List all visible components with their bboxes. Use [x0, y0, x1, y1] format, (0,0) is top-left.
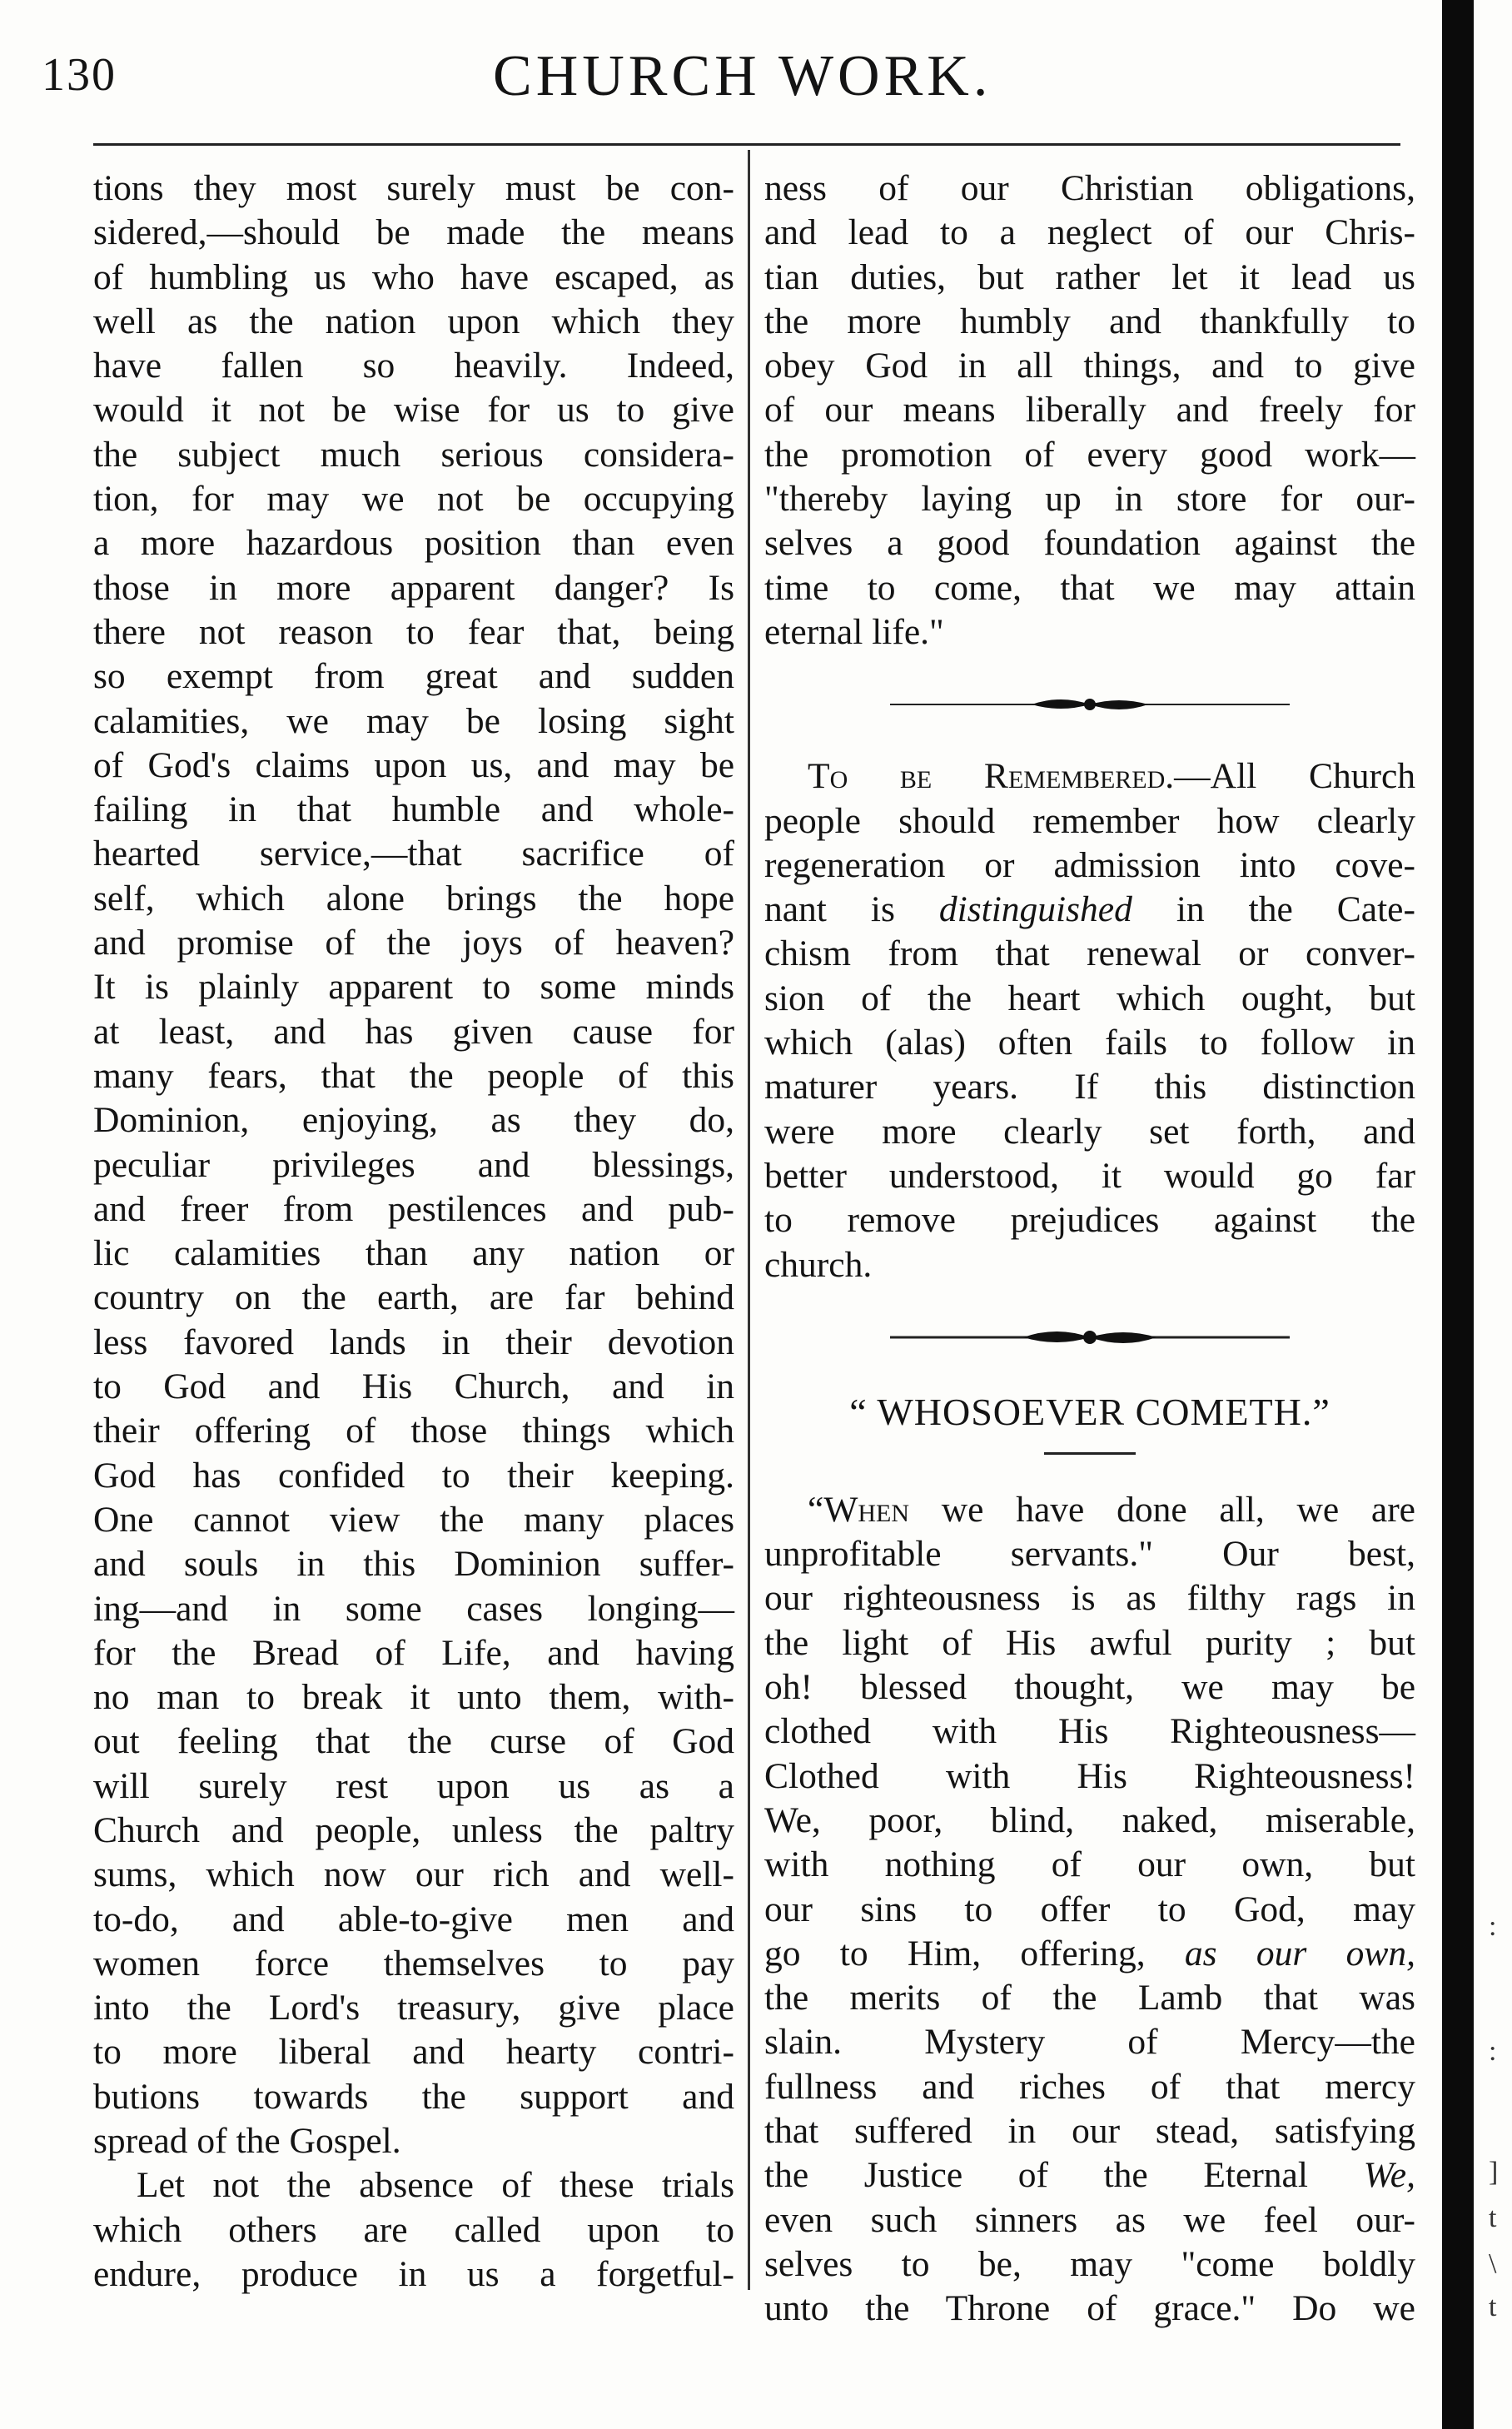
page-header — [0, 0, 1512, 133]
text-line: "thereby laying up in store for our- — [764, 479, 1415, 520]
text-line: and promise of the joys of heaven? — [93, 923, 734, 963]
text-line: peculiar privileges and blessings, — [93, 1144, 734, 1185]
text-line: our sins to offer to God, may — [764, 1889, 1415, 1929]
text-line: ness of our Christian obligations, — [764, 168, 1415, 208]
ornament-icon — [882, 688, 1298, 721]
heading-rule — [1044, 1452, 1136, 1455]
text-line: of our means liberally and freely for — [764, 390, 1415, 431]
edge-fragment: t — [1489, 2203, 1497, 2233]
text-line: sidered,—should be made the means — [93, 212, 734, 253]
text-line: those in more apparent danger? Is — [93, 567, 734, 608]
text-line: “When we have done all, we are — [808, 1489, 1415, 1530]
column-divider — [748, 150, 750, 2290]
left-paragraph-2 — [93, 2163, 734, 2297]
text-line: and freer from pestilences and pub- — [93, 1188, 734, 1229]
text-line: with nothing of our own, but — [764, 1844, 1415, 1885]
text-line: better understood, it would go far — [764, 1155, 1415, 1196]
text-line: It is plainly apparent to some minds — [93, 967, 734, 1008]
text-line: God has confided to their keeping. — [93, 1455, 734, 1496]
right-continuation-paragraph — [764, 167, 1415, 655]
text-line: were more clearly set forth, and — [764, 1111, 1415, 1152]
text-line: to more liberal and hearty contri- — [93, 2032, 734, 2073]
to-be-remembered-paragraph — [764, 754, 1415, 1287]
text-line: nant is distinguished in the Cate- — [764, 889, 1415, 930]
edge-fragment: t — [1489, 2292, 1497, 2322]
text-line: tions they most surely must be con- — [93, 168, 734, 208]
text-line: chism from that renewal or conver- — [764, 933, 1415, 974]
text-line: go to Him, offering, as our own, — [764, 1933, 1415, 1974]
text-line: spread of the Gospel. — [93, 2121, 401, 2162]
text-line: well as the nation upon which they — [93, 301, 734, 341]
text-line: selves to be, may "come boldly — [764, 2243, 1415, 2284]
text-line: the subject much serious considera- — [93, 434, 734, 475]
text-line: lic calamities than any nation or — [93, 1233, 734, 1274]
text-line: the merits of the Lamb that was — [764, 1978, 1415, 2018]
text-line: their offering of those things which — [93, 1411, 734, 1451]
text-line: even such sinners as we feel our- — [764, 2199, 1415, 2240]
text-line: our righteousness is as filthy rags in — [764, 1578, 1415, 1619]
text-line: regeneration or admission into cove- — [764, 844, 1415, 885]
text-line: time to come, that we may attain — [764, 567, 1415, 608]
left-paragraph-1 — [93, 167, 734, 2163]
page-number: 130 — [42, 49, 117, 101]
ornament-icon — [882, 1321, 1298, 1354]
text-line: self, which alone brings the hope — [93, 878, 734, 918]
text-line: maturer years. If this distinction — [764, 1067, 1415, 1107]
edge-fragment: : — [1489, 2036, 1497, 2067]
text-line: out feeling that the curse of God — [93, 1721, 734, 1762]
text-line: Clothed with His Righteousness! — [764, 1755, 1415, 1796]
text-line: to-do, and able-to-give men and — [93, 1899, 734, 1939]
text-line: into the Lord's treasury, give place — [93, 1988, 734, 2028]
binding-edge-bar — [1442, 0, 1474, 2429]
edge-fragment: ] — [1489, 2157, 1499, 2188]
text-line: of humbling us who have escaped, as — [93, 256, 734, 297]
text-line: To be Remembered.—All Church — [808, 756, 1415, 797]
text-line: would it not be wise for us to give — [93, 390, 734, 431]
text-line: there not reason to fear that, being — [93, 611, 734, 652]
ornamental-divider — [764, 1287, 1415, 1387]
text-line: butions towards the support and — [93, 2076, 734, 2117]
text-line: obey God in all things, and to give — [764, 346, 1415, 386]
whosoever-paragraph — [764, 1488, 1415, 2332]
text-line: so exempt from great and sudden — [93, 656, 734, 697]
text-line: Dominion, enjoying, as they do, — [93, 1100, 734, 1141]
text-line: and lead to a neglect of our Chris- — [764, 212, 1415, 253]
text-line: the promotion of every good work— — [764, 434, 1415, 475]
text-line: which (alas) often fails to follow in — [764, 1023, 1415, 1063]
text-line: Let not the absence of these trials — [137, 2165, 734, 2206]
text-line: ing—and in some cases longing— — [93, 1588, 734, 1629]
text-line: unprofitable servants." Our best, — [764, 1534, 1415, 1575]
text-line: and souls in this Dominion suffer- — [93, 1544, 734, 1585]
header-rule — [93, 143, 1400, 146]
running-title: CHURCH WORK. — [493, 44, 992, 108]
text-line: church. — [764, 1244, 873, 1285]
text-line: unto the Throne of grace." Do we — [764, 2288, 1415, 2329]
text-line: women force themselves to pay — [93, 1943, 734, 1984]
text-line: that suffered in our stead, satisfying — [764, 2110, 1415, 2151]
text-line: calamities, we may be losing sight — [93, 700, 734, 741]
text-line: sion of the heart which ought, but — [764, 978, 1415, 1018]
text-line: to God and His Church, and in — [93, 1366, 734, 1407]
text-line: will surely rest upon us as a — [93, 1765, 734, 1806]
text-line: endure, produce in us a forgetful- — [93, 2253, 734, 2294]
text-line: Church and people, unless the paltry — [93, 1809, 734, 1850]
left-column — [93, 167, 734, 2297]
emphasis: as our own, — [1184, 1933, 1415, 1974]
text-line: We, poor, blind, naked, miserable, — [764, 1799, 1415, 1840]
text-line: clothed with His Righteousness— — [764, 1711, 1415, 1752]
text-line: less favored lands in their devotion — [93, 1322, 734, 1362]
text-line: the light of His awful purity ; but — [764, 1622, 1415, 1663]
text-line: people should remember how clearly — [764, 800, 1415, 841]
text-line: many fears, that the people of this — [93, 1055, 734, 1096]
text-line: tian duties, but rather let it lead us — [764, 256, 1415, 297]
text-line: failing in that humble and whole- — [93, 789, 734, 830]
text-line: eternal life." — [764, 611, 944, 652]
edge-fragment: \ — [1489, 2248, 1497, 2279]
emphasis: distinguished — [938, 889, 1132, 930]
text-line: the more humbly and thankfully to — [764, 301, 1415, 341]
text-line: to remove prejudices against the — [764, 1200, 1415, 1241]
text-line: no man to break it unto them, with- — [93, 1677, 734, 1718]
text-line: tion, for may we not be occupying — [93, 479, 734, 520]
text-line: at least, and has given cause for — [93, 1011, 734, 1052]
ornamental-divider — [764, 655, 1415, 754]
text-line: hearted service,—that sacrifice of — [93, 834, 734, 874]
text-line: a more hazardous position than even — [93, 523, 734, 564]
text-line: selves a good foundation against the — [764, 523, 1415, 564]
text-line: of God's claims upon us, and may be — [93, 744, 734, 785]
text-line: country on the earth, are far behind — [93, 1277, 734, 1318]
text-line: have fallen so heavily. Indeed, — [93, 346, 734, 386]
text-line: slain. Mystery of Mercy—the — [764, 2022, 1415, 2063]
text-line: the Justice of the Eternal We, — [764, 2155, 1415, 2196]
text-line: for the Bread of Life, and having — [93, 1632, 734, 1673]
section-heading: “ WHOSOEVER COMETH.” — [849, 1390, 1330, 1433]
text-line: oh! blessed thought, we may be — [764, 1667, 1415, 1708]
run-in-heading: To be Remembered. — [808, 756, 1175, 797]
emphasis: We, — [1363, 2155, 1415, 2196]
text-line: which others are called upon to — [93, 2209, 734, 2250]
text-line: fullness and riches of that mercy — [764, 2066, 1415, 2107]
text-line: One cannot view the many places — [93, 1499, 734, 1540]
text-line: sums, which now our rich and well- — [93, 1854, 734, 1895]
right-column — [764, 167, 1415, 2331]
edge-fragment: : — [1489, 1911, 1497, 1942]
